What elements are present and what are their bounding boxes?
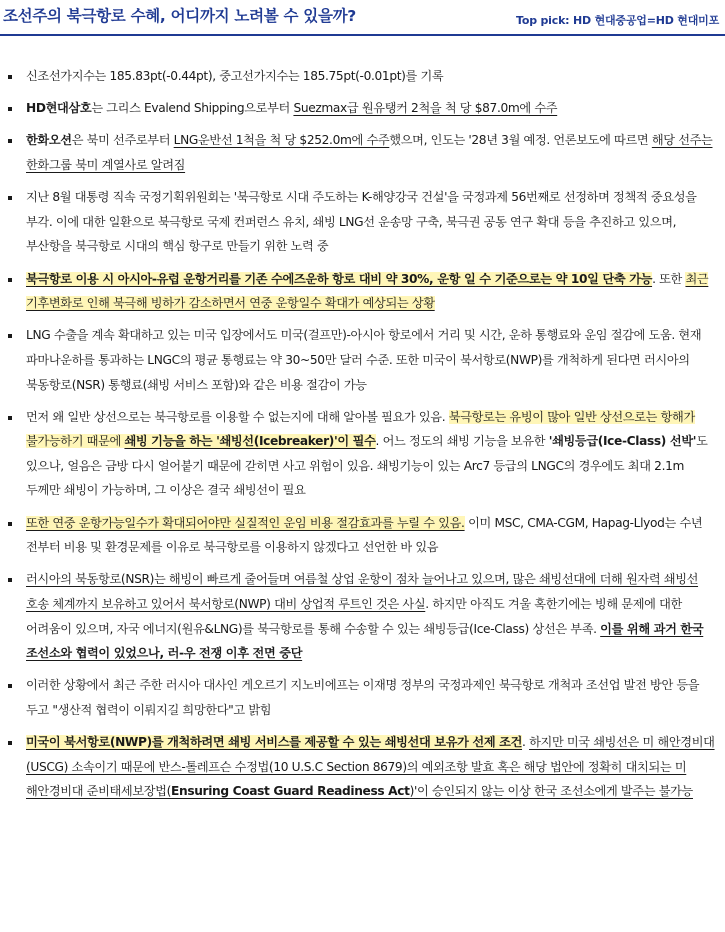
- bullet-text-segment: 해당 선주는 한화그룹 북미 계열사로 알려짐: [26, 133, 713, 172]
- bullet-text-segment: 미국이 북서항로(NWP)를 개척하려면 쇄빙 서비스를 제공할 수 있는 쇄빙선대 보유가 선제 조건: [26, 735, 523, 750]
- page-title: 조선주의 북극항로 수혜, 어디까지 노려볼 수 있을까?: [3, 7, 356, 25]
- bullet-text-segment: )'이 승인되지 않는 이상 한국 조선소에게 발주는 불가능: [409, 784, 693, 799]
- bullet-text-segment: . 또한: [652, 271, 686, 286]
- bullet-text-segment: 는 그리스 Evalend Shipping으로부터: [91, 101, 294, 116]
- bullet-list: [0, 64, 725, 812]
- bullet-text-segment: 했으며, 인도는 '28년 3월 예정. 언론보도에 따르면: [389, 133, 652, 148]
- bullet-text-segment: LNG 수출을 계속 확대하고 있는 미국 입장에서도 미국(걸프만)-아시아 항로에서 거리 및 시간, 운하 통행료와 운임 절감에 도움. 현재 파마나운하를 통과하는 LNGC의 평균 통행료는 약 30~50만 달러 수준. 또한 미국이 북서항로(NWP)를 개척하게 된다면 러시아의 북동항로(NSR) 통행료(쇄빙 서비스 포함)와 같은 비용 절감이 가능: [26, 328, 702, 392]
- bullet-text-segment: 쇄빙 기능을 하는 '쇄빙선(Icebreaker)'이 필수: [124, 434, 376, 449]
- bullet-text-segment: . 하지만 아직도 겨울 혹한기에는 빙해 문제에 대한 어려움이 있으며, 자국 에너지(원유&LNG)를 북극항로를 통해 수송할 수 있는 쇄빙등급(Ice-Class) 상선은 부족.: [26, 597, 682, 636]
- bullet-text-segment: 이를 위해 과거 한국 조선소와 협력이 있었으나, 러-우 전쟁 이후 전면 중단: [26, 621, 704, 661]
- bullet-text-segment: 또한 연중 운항가능일수가 확대되어야만 실질적인 운임 비용 절감효과를 누릴 수 있음.: [26, 515, 465, 530]
- bullet-text-segment: 러시아의 북동항로(NSR)는 해빙이 빠르게 줄어들며 여름철 상업 운항이 점차 늘어나고 있으며, 많은 쇄빙선대에 더해 원자력 쇄빙선 호송 체계까지 보유하고 있어서 북서항로(NWP) 대비 상업적 루트인 것은 사실: [26, 572, 699, 612]
- bullet-text-segment: 지난 8월 대통령 직속 국정기획위원회는 '북극항로 시대 주도하는 K-해양강국 건설'을 국정과제 56번째로 선정하며 정책적 중요성을 부각. 이에 대한 일환으로 북극항로 국제 컨퍼런스 유치, 쇄빙 LNG선 운송망 구축, 북극권 공동 연구 확대 등을 추진하고 있으며, 부산항을 북극항로 시대의 핵심 항구로 만들기 위한 노력 중: [26, 190, 697, 254]
- bullet-text-segment: 이미 MSC, CMA-CGM, Hapag-Llyod는 수년 전부터 비용 및 환경문제를 이유로 북극항로를 이용하지 않겠다고 선언한 바 있음: [26, 515, 703, 555]
- bullet-item: [0, 128, 725, 177]
- bullet-text-segment: 한화오션: [26, 133, 72, 148]
- bullet-text-segment: '쇄빙등급(Ice-Class) 선박': [548, 434, 697, 449]
- top-pick-label: Top pick: HD 현대중공업=HD 현대미포: [516, 14, 719, 27]
- bullet-item: [0, 567, 725, 665]
- header-divider: [0, 34, 725, 36]
- bullet-text-segment: Suezmax급 원유탱커 2척을 척 당 $87.0m에 수주: [293, 101, 558, 116]
- bullet-text-segment: 먼저 왜 일반 상선으로는 북극항로를 이용할 수 없는지에 대해 알아볼 필요가 있음.: [26, 409, 449, 424]
- bullet-text-segment: . 어느 정도의 쇄빙 기능을 보유한: [375, 434, 549, 449]
- bullet-item: [0, 323, 725, 397]
- bullet-item: [0, 730, 725, 804]
- bullet-item: [0, 267, 725, 316]
- bullet-item: [0, 511, 725, 560]
- bullet-text-segment: HD현대삼호: [26, 101, 92, 116]
- bullet-text-segment: 도 있으나, 얼음은 금방 다시 얼어붙기 때문에 갇히면 사고 위험이 있음. 쇄빙기능이 있는 Arc7 등급의 LNGC의 경우에도 최대 2.1m 두께만 쇄빙이 가능하며, 그 이상은 결국 쇄빙선이 필요: [26, 434, 708, 498]
- bullet-item: [0, 405, 725, 503]
- report-header: [0, 0, 725, 34]
- bullet-item: [0, 673, 725, 722]
- bullet-text-segment: 신조선가지수는 185.83pt(-0.44pt), 중고선가지수는 185.75pt(-0.01pt)를 기록: [26, 69, 444, 83]
- bullet-text-segment: .: [522, 735, 530, 750]
- bullet-text-segment: Ensuring Coast Guard Readiness Act: [171, 784, 410, 799]
- bullet-item: [0, 185, 725, 259]
- bullet-item: [0, 96, 725, 121]
- bullet-text-segment: 은 북미 선주로부터: [71, 133, 174, 148]
- bullet-text-segment: 하지만 미국 쇄빙선은 미 해안경비대(USCG) 소속이기 때문에 반스-톨레프슨 수정법(10 U.S.C Section 8679)의 예외조항 발효 혹은 해당 법안에 정확히 대치되는 미 해안경비대 준비태세보장법(: [26, 735, 715, 799]
- bullet-item: [0, 64, 725, 89]
- bullet-text-segment: 최근 기후변화로 인해 북극해 빙하가 감소하면서 연중 운항일수 확대가 예상되는 상황: [26, 271, 709, 311]
- bullet-text-segment: LNG운반선 1척을 척 당 $252.0m에 수주: [173, 133, 390, 148]
- bullet-text-segment: 북극항로 이용 시 아시아-유럽 운항거리를 기존 수에즈운하 항로 대비 약 30%, 운항 일 수 기준으로는 약 10일 단축 가능: [26, 271, 653, 286]
- bullet-text-segment: 이러한 상황에서 최근 주한 러시아 대사인 게오르기 지노비에프는 이재명 정부의 국정과제인 북극항로 개척과 조선업 발전 방안 등을 두고 "생산적 협력이 이뤄지길 희망한다"고 밝힘: [26, 678, 700, 717]
- bullet-text-segment: 북극항로는 유빙이 많아 일반 상선으로는 항해가 불가능하기 때문에: [26, 409, 695, 449]
